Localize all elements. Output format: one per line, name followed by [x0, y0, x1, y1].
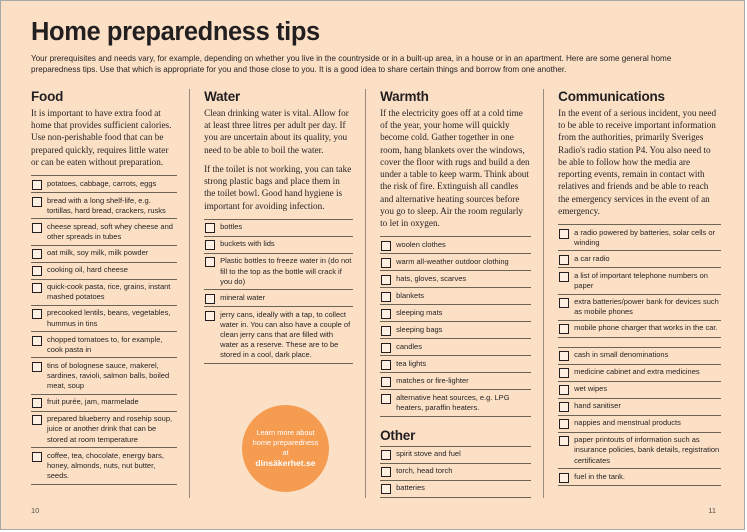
- section-intro-communications: In the event of a serious incident, you need to be able to receive important information from the authorities, primarily Sveriges Radio's radio station P4. You also need to be able to follow how the media are reporting events, remain in contact with relatives and friends and be able to reach the emergency services in the event of an emergency.: [558, 108, 717, 216]
- list-item-label: batteries: [396, 483, 425, 493]
- list-item[interactable]: [31, 218, 177, 244]
- list-item-label: matches or fire-lighter: [396, 375, 469, 385]
- list-item[interactable]: [558, 347, 721, 364]
- content-columns: [31, 89, 721, 498]
- section-intro-warmth: If the electricity goes off at a cold time of the year, your home will quickly become cold. Gather together in one room, hang blankets over the windows, cover the floor with rugs and build a den under a table to keep warm. Think about the risk of fire. Extinguish all candles and alternative heating sources before you go to sleep. Air the room regularly to let in oxygen.: [380, 108, 530, 229]
- list-item[interactable]: [558, 415, 721, 432]
- list-item[interactable]: [380, 321, 531, 338]
- column-warmth: [365, 89, 543, 498]
- list-item[interactable]: [31, 411, 177, 447]
- checkbox-icon[interactable]: [381, 326, 391, 336]
- checkbox-icon[interactable]: [381, 484, 391, 494]
- list-item-label: alternative heat sources, e.g. LPG heaters, paraffin heaters.: [396, 392, 510, 412]
- badge-line-2: home preparedness: [252, 437, 319, 447]
- list-item[interactable]: [31, 192, 177, 218]
- list-item[interactable]: [380, 304, 531, 321]
- list-item-label: paper printouts of information such as insurance policies, bank details, registration certificates: [574, 435, 720, 465]
- list-item[interactable]: [380, 480, 531, 498]
- list-item-label: a radio powered by batteries, solar cells or winding: [574, 227, 716, 247]
- list-item-label: extra batteries/power bank for devices such as mobile phones: [574, 297, 719, 317]
- list-item[interactable]: [380, 287, 531, 304]
- list-item-label: a car radio: [574, 253, 610, 263]
- checkbox-icon[interactable]: [32, 452, 42, 462]
- list-item[interactable]: [558, 320, 721, 338]
- list-item-label: prepared blueberry and rosehip soup, juice or another drink that can be stored at room temperature: [47, 414, 173, 444]
- list-item[interactable]: [204, 219, 353, 236]
- checkbox-icon[interactable]: [32, 415, 42, 425]
- checkbox-icon[interactable]: [559, 351, 569, 361]
- checkbox-icon[interactable]: [381, 343, 391, 353]
- page-header: [31, 19, 719, 76]
- list-item[interactable]: [31, 262, 177, 279]
- checkbox-icon[interactable]: [559, 402, 569, 412]
- list-item[interactable]: [31, 394, 177, 411]
- list-item-label: candles: [396, 341, 422, 351]
- checklist-food: [31, 175, 177, 484]
- badge-line-3: at: [282, 447, 289, 457]
- list-item-label: sleeping mats: [396, 307, 443, 317]
- list-item[interactable]: [204, 253, 353, 289]
- section-intro-water-2: If the toilet is not working, you can take strong plastic bags and place them in the toilet bowl. Good hand hygiene is important for avoiding infection.: [204, 163, 352, 211]
- list-item-label: fruit purée, jam, marmelade: [47, 397, 139, 407]
- list-item-label: wet wipes: [574, 384, 608, 394]
- list-item-label: warm all-weather outdoor clothing: [396, 256, 509, 266]
- checkbox-icon[interactable]: [32, 309, 42, 319]
- list-item-label: chopped tomatoes to, for example, cook pasta in: [47, 334, 163, 354]
- list-item[interactable]: [558, 398, 721, 415]
- checkbox-icon[interactable]: [32, 197, 42, 207]
- list-item-label: nappies and menstrual products: [574, 418, 681, 428]
- page-number-left: 10: [31, 506, 40, 515]
- checkbox-icon[interactable]: [205, 257, 215, 267]
- list-item[interactable]: [31, 245, 177, 262]
- checkbox-icon[interactable]: [381, 360, 391, 370]
- list-item[interactable]: [558, 267, 721, 293]
- list-item[interactable]: [31, 357, 177, 393]
- checkbox-icon[interactable]: [559, 368, 569, 378]
- list-item-label: cash in small denominations: [574, 350, 669, 360]
- list-item-label: oat milk, soy milk, milk powder: [47, 248, 149, 258]
- section-intro-food: It is important to have extra food at home that provides sufficient calories. Use non-perishable food that can be prepared quickly, requires little water or can be eaten without preparation.: [31, 108, 172, 167]
- checklist-communications: [558, 224, 721, 338]
- list-item[interactable]: [380, 446, 531, 463]
- column-food: [31, 89, 189, 498]
- checkbox-icon[interactable]: [205, 311, 215, 321]
- list-item[interactable]: [31, 279, 177, 305]
- list-item-label: bottles: [220, 222, 243, 232]
- list-item[interactable]: [558, 250, 721, 267]
- learn-more-badge[interactable]: [242, 405, 329, 492]
- section-heading-water: Water: [204, 89, 241, 104]
- list-item[interactable]: [380, 236, 531, 253]
- list-item-label: jerry cans, ideally with a tap, to collect water in. You can also have a couple of clean jerry cans that are filled with water as a reserve. These are to be stored in a cool, dark place.: [220, 309, 351, 360]
- list-item[interactable]: [558, 432, 721, 468]
- checkbox-icon[interactable]: [559, 436, 569, 446]
- list-item[interactable]: [380, 372, 531, 389]
- checkbox-icon[interactable]: [32, 362, 42, 372]
- list-item[interactable]: [558, 224, 721, 250]
- list-item[interactable]: [380, 355, 531, 372]
- list-item[interactable]: [380, 253, 531, 270]
- checkbox-icon[interactable]: [32, 266, 42, 276]
- checkbox-icon[interactable]: [381, 258, 391, 268]
- checkbox-icon[interactable]: [559, 385, 569, 395]
- checkbox-icon[interactable]: [32, 223, 42, 233]
- list-item[interactable]: [204, 306, 353, 364]
- checkbox-icon[interactable]: [205, 223, 215, 233]
- page-number-right: 11: [708, 506, 716, 515]
- list-item-label: coffee, tea, chocolate, energy bars, honey, almonds, nuts, nut butter, seeds.: [47, 450, 165, 480]
- checkbox-icon[interactable]: [32, 249, 42, 259]
- badge-line-1: Learn more about: [256, 427, 315, 437]
- section-intro-water-1: Clean drinking water is vital. Allow for at least three litres per adult per day. If you are uncertain about its quality, you need to be able to boil the water.: [204, 108, 349, 155]
- checkbox-icon[interactable]: [32, 283, 42, 293]
- checklist-warmth: [380, 236, 531, 416]
- list-item[interactable]: [380, 463, 531, 480]
- list-item-label: quick-cook pasta, rice, grains, instant mashed potatoes: [47, 282, 171, 302]
- checklist-water: [204, 219, 353, 364]
- checkbox-icon[interactable]: [381, 241, 391, 251]
- list-item-label: cheese spread, soft whey cheese and other spreads in tubes: [47, 221, 173, 242]
- checklist-other: [380, 446, 531, 498]
- list-item[interactable]: [558, 468, 721, 486]
- list-item-label: potatoes, cabbage, carrots, eggs: [47, 178, 157, 188]
- list-item-label: spirit stove and fuel: [396, 449, 461, 459]
- list-item-label: hats, gloves, scarves: [396, 273, 467, 283]
- checkbox-icon[interactable]: [381, 309, 391, 319]
- list-item-label: precooked lentils, beans, vegetables, hummus in tins: [47, 308, 171, 328]
- list-item[interactable]: [204, 289, 353, 306]
- list-item-label: cooking oil, hard cheese: [47, 265, 128, 275]
- checkbox-icon[interactable]: [559, 272, 569, 282]
- list-item-label: tea lights: [396, 358, 427, 368]
- list-item-label: sleeping bags: [396, 324, 443, 334]
- list-item[interactable]: [558, 364, 721, 381]
- list-item-label: fuel in the tank.: [574, 471, 626, 481]
- list-item[interactable]: [558, 381, 721, 398]
- list-item[interactable]: [380, 338, 531, 355]
- list-item-label: torch, head torch: [396, 466, 453, 476]
- checkbox-icon[interactable]: [559, 255, 569, 265]
- checkbox-icon[interactable]: [559, 324, 569, 334]
- list-item-label: woolen clothes: [396, 239, 446, 249]
- list-item[interactable]: [31, 447, 177, 484]
- list-item[interactable]: [380, 389, 531, 416]
- checkbox-icon[interactable]: [381, 394, 391, 404]
- section-heading-warmth: Warmth: [380, 89, 429, 104]
- list-item-label: tins of bolognese sauce, makerel, sardines, ravioli, salmon balls, boiled meat, soup: [47, 360, 170, 391]
- list-item-label: mobile phone charger that works in the car.: [574, 323, 718, 333]
- checkbox-icon[interactable]: [559, 298, 569, 308]
- checklist-communications-extra: [558, 347, 721, 486]
- list-item-label: buckets with lids: [220, 239, 275, 249]
- checkbox-icon[interactable]: [381, 377, 391, 387]
- checkbox-icon[interactable]: [32, 398, 42, 408]
- checkbox-icon[interactable]: [205, 294, 215, 304]
- checkbox-icon[interactable]: [205, 240, 215, 250]
- page-subtitle: Your prerequisites and needs vary, for example, depending on whether you live in the countryside or in a built-up area, in a house or in an apartment. Here are some general home preparedness tips. Use that which is appropriate for you and those close to you. It is a good idea to share certain things and borrow from one another.: [31, 53, 672, 75]
- list-item[interactable]: [380, 270, 531, 287]
- checkbox-icon[interactable]: [381, 450, 391, 460]
- checkbox-icon[interactable]: [381, 292, 391, 302]
- list-item[interactable]: [204, 236, 353, 253]
- list-item[interactable]: [31, 175, 177, 192]
- checkbox-icon[interactable]: [559, 229, 569, 239]
- list-item-label: bread with a long shelf-life, e.g. tortillas, hard bread, crackers, rusks: [47, 195, 166, 215]
- checkbox-icon[interactable]: [559, 419, 569, 429]
- list-item[interactable]: [31, 331, 177, 357]
- checkbox-icon[interactable]: [559, 473, 569, 483]
- list-item-label: medicine cabinet and extra medicines: [574, 367, 700, 377]
- list-item-label: mineral water: [220, 292, 266, 302]
- list-item[interactable]: [558, 294, 721, 320]
- list-item-label: Plastic bottles to freeze water in (do not fill to the top as the bottle will crack if you do): [220, 256, 352, 286]
- checkbox-icon[interactable]: [32, 336, 42, 346]
- list-item-label: a list of important telephone numbers on paper: [574, 270, 708, 290]
- checkbox-icon[interactable]: [381, 275, 391, 285]
- section-heading-food: Food: [31, 89, 64, 104]
- list-item-label: blankets: [396, 290, 425, 300]
- page-title: Home preparedness tips: [31, 18, 320, 46]
- list-item[interactable]: [31, 305, 177, 331]
- section-heading-communications: Communications: [558, 89, 665, 104]
- checkbox-icon[interactable]: [381, 467, 391, 477]
- section-heading-other: Other: [380, 427, 416, 443]
- checkbox-icon[interactable]: [32, 180, 42, 190]
- column-communications: [543, 89, 721, 498]
- list-item-label: hand sanitiser: [574, 401, 621, 411]
- badge-website: dinsäkerhet.se: [255, 457, 316, 468]
